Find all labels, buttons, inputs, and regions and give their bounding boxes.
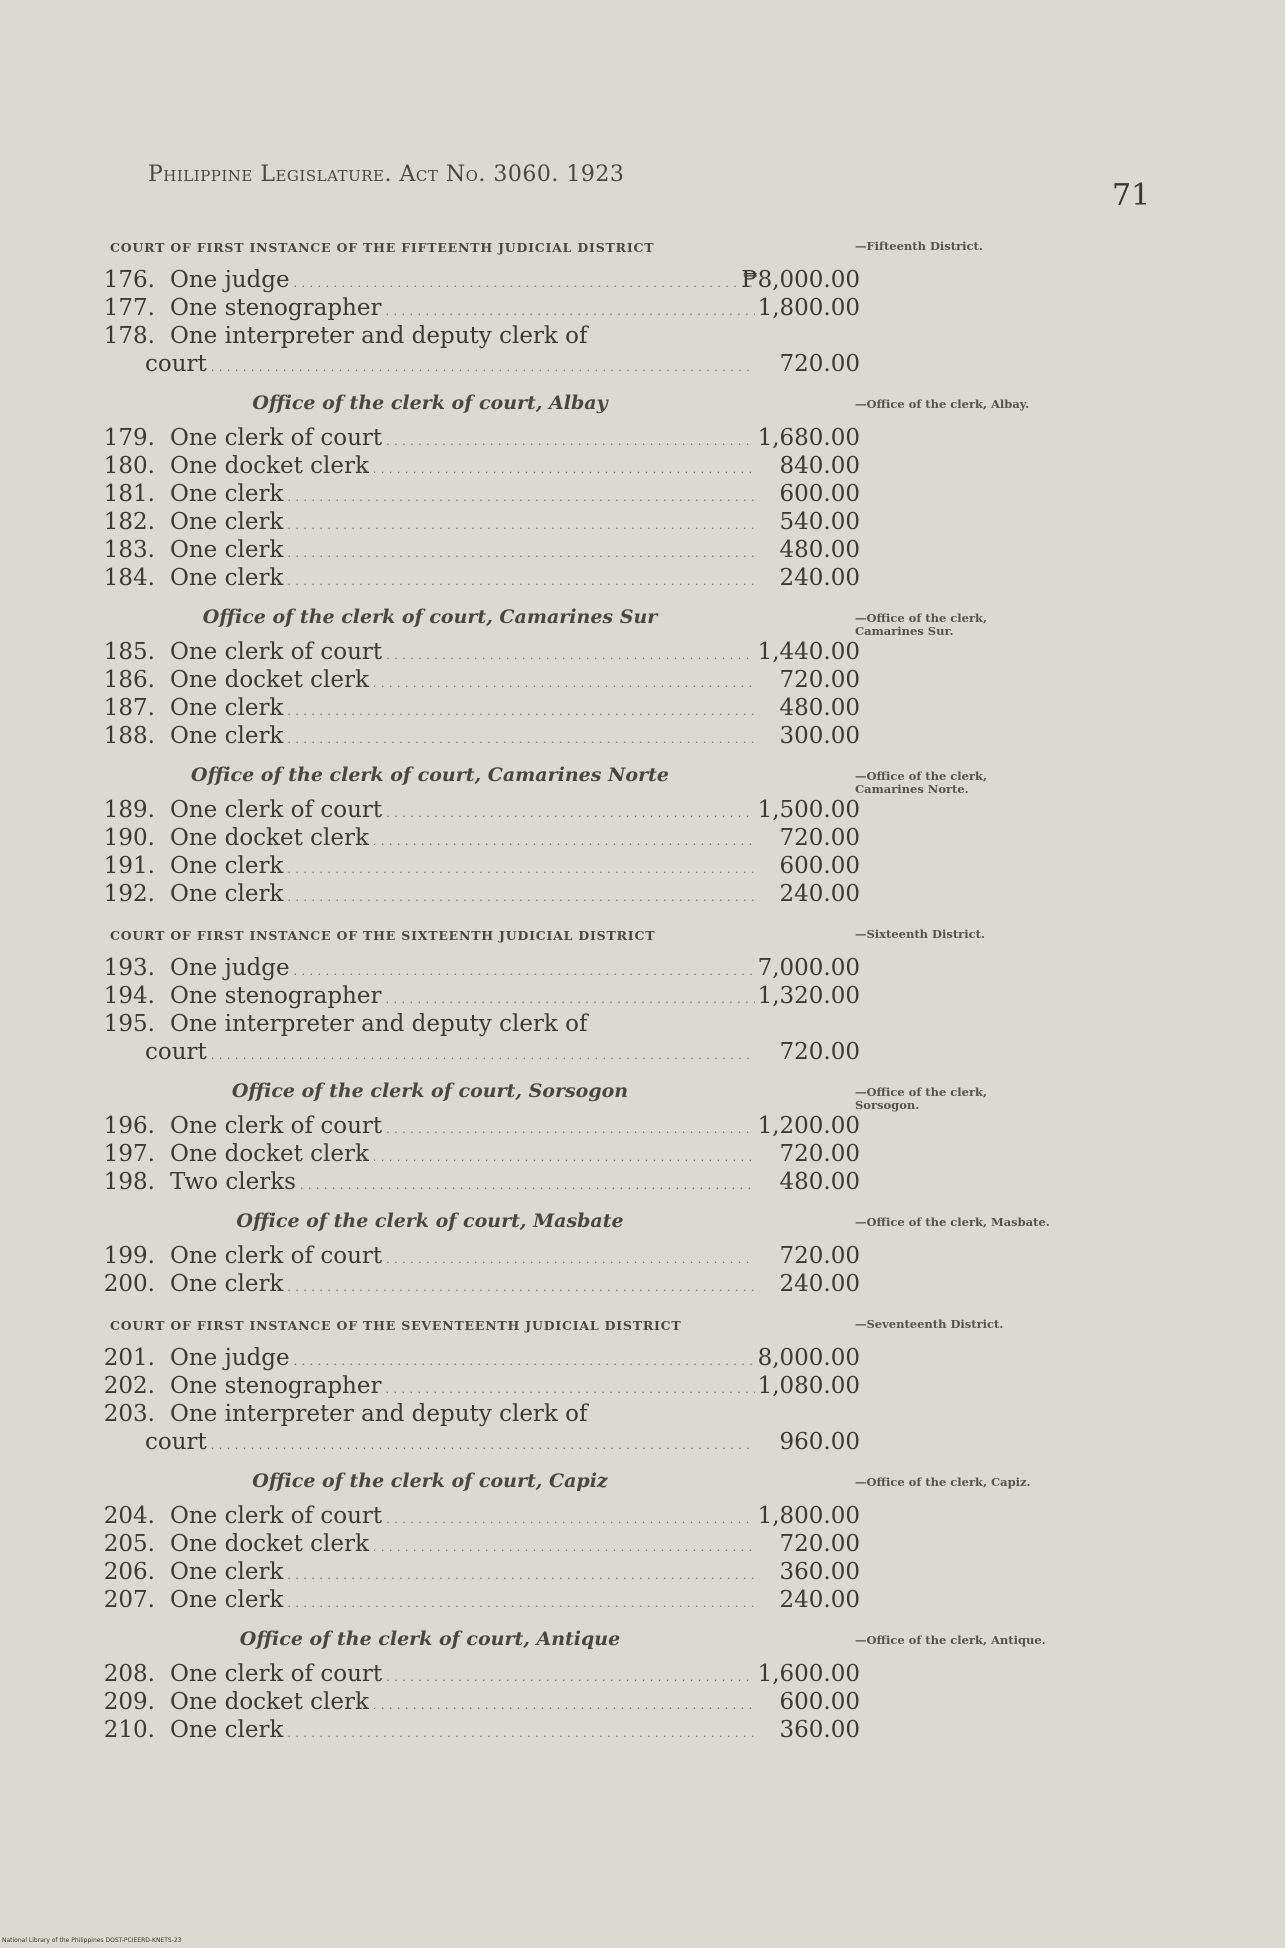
scan-footer: National Library of the Philippines DOST-PCIEERD-KNETS-23 xyxy=(2,1937,182,1944)
line-item xyxy=(100,1530,860,1558)
item-amount: 360.00 xyxy=(779,1559,860,1585)
item-amount: 1,320.00 xyxy=(757,983,860,1009)
line-item xyxy=(100,1716,860,1744)
item-description: One stenographer . . . xyxy=(170,1372,755,1404)
item-description: One stenographer . . . xyxy=(170,294,755,326)
item-amount: 720.00 xyxy=(779,1531,860,1557)
item-number: 197. xyxy=(103,1141,155,1167)
item-description-line1: One interpreter and deputy clerk of xyxy=(170,1401,588,1427)
line-item xyxy=(100,508,860,536)
office-heading: Office of the clerk of court, Sorsogon xyxy=(231,1080,629,1102)
item-number: 199. xyxy=(103,1243,155,1269)
item-description: One clerk . . . xyxy=(170,722,755,754)
item-number: 193. xyxy=(103,955,155,981)
court-heading: COURT OF FIRST INSTANCE OF THE FIFTEENTH JUDICIAL DISTRICT xyxy=(110,240,655,255)
line-item xyxy=(100,852,860,880)
item-description-line1: One interpreter and deputy clerk of xyxy=(170,323,588,349)
item-number: 181. xyxy=(103,481,155,507)
item-amount: 960.00 xyxy=(779,1429,860,1455)
item-description: One clerk of court . . . xyxy=(170,1242,755,1274)
item-number: 203. xyxy=(103,1401,155,1427)
item-number: 178. xyxy=(103,323,155,349)
page-number: 71 xyxy=(1112,178,1151,213)
item-number: 209. xyxy=(103,1689,155,1715)
item-description: One docket clerk . . . xyxy=(170,1140,755,1172)
line-item xyxy=(100,322,860,377)
margin-note: —Office of the clerk, Capiz. xyxy=(855,1475,1031,1489)
item-amount: 7,000.00 xyxy=(757,955,860,981)
item-number: 183. xyxy=(103,537,155,563)
line-item xyxy=(100,564,860,592)
line-item xyxy=(100,880,860,908)
line-item xyxy=(100,666,860,694)
item-description: One clerk . . . xyxy=(170,1558,755,1590)
item-amount: 540.00 xyxy=(779,509,860,535)
item-amount: 600.00 xyxy=(779,481,860,507)
line-item xyxy=(100,266,860,294)
line-item xyxy=(100,824,860,852)
line-item xyxy=(100,1586,860,1614)
line-item xyxy=(100,424,860,452)
item-amount: 240.00 xyxy=(779,565,860,591)
item-description: One judge . . . xyxy=(170,266,755,298)
line-item xyxy=(100,1372,860,1400)
item-number: 201. xyxy=(103,1345,155,1371)
item-amount: 600.00 xyxy=(779,1689,860,1715)
item-amount: 720.00 xyxy=(779,1141,860,1167)
office-heading: Office of the clerk of court, Masbate xyxy=(236,1210,624,1232)
line-item xyxy=(100,1112,860,1140)
item-description-line2: court . . . xyxy=(145,1038,755,1070)
item-description: One stenographer . . . xyxy=(170,982,755,1014)
line-item xyxy=(100,1168,860,1196)
item-description: One judge . . . xyxy=(170,954,755,986)
item-number: 196. xyxy=(103,1113,155,1139)
item-number: 191. xyxy=(103,853,155,879)
item-number: 198. xyxy=(103,1169,155,1195)
line-item xyxy=(100,694,860,722)
item-amount: 300.00 xyxy=(779,723,860,749)
line-item xyxy=(100,452,860,480)
line-item xyxy=(100,1400,860,1455)
item-amount: 480.00 xyxy=(779,695,860,721)
item-description xyxy=(145,1010,755,1065)
item-description: One clerk . . . xyxy=(170,508,755,540)
line-item xyxy=(100,1344,860,1372)
item-description: One clerk . . . xyxy=(170,852,755,884)
item-number: 206. xyxy=(103,1559,155,1585)
item-amount: 720.00 xyxy=(779,1039,860,1065)
item-amount: 720.00 xyxy=(779,667,860,693)
item-amount: ₱8,000.00 xyxy=(741,267,860,293)
office-heading: Office of the clerk of court, Capiz xyxy=(252,1470,608,1492)
item-number: 189. xyxy=(103,797,155,823)
item-description: One judge . . . xyxy=(170,1344,755,1376)
item-description-line1: One interpreter and deputy clerk of xyxy=(170,1011,588,1037)
item-description-line2: court . . . xyxy=(145,1428,755,1460)
line-item xyxy=(100,1688,860,1716)
item-number: 207. xyxy=(103,1587,155,1613)
item-number: 177. xyxy=(103,295,155,321)
office-heading: Office of the clerk of court, Antique xyxy=(239,1628,621,1650)
item-number: 184. xyxy=(103,565,155,591)
court-heading: COURT OF FIRST INSTANCE OF THE SEVENTEENTH JUDICIAL DISTRICT xyxy=(110,1318,682,1333)
item-amount: 720.00 xyxy=(779,1243,860,1269)
item-amount: 1,800.00 xyxy=(757,1503,860,1529)
line-item xyxy=(100,982,860,1010)
item-amount: 480.00 xyxy=(779,1169,860,1195)
office-heading: Office of the clerk of court, Camarines Norte xyxy=(191,764,669,786)
item-description: One docket clerk . . . xyxy=(170,666,755,698)
item-amount: 1,440.00 xyxy=(757,639,860,665)
item-amount: 240.00 xyxy=(779,1271,860,1297)
item-number: 187. xyxy=(103,695,155,721)
office-heading: Office of the clerk of court, Albay xyxy=(252,392,608,414)
margin-note: —Sixteenth District. xyxy=(855,927,985,941)
line-item xyxy=(100,1502,860,1530)
item-amount: 480.00 xyxy=(779,537,860,563)
item-description: One clerk of court . . . xyxy=(170,796,755,828)
item-number: 188. xyxy=(103,723,155,749)
item-number: 179. xyxy=(103,425,155,451)
item-amount: 720.00 xyxy=(779,825,860,851)
item-description: One clerk . . . xyxy=(170,536,755,568)
item-amount: 360.00 xyxy=(779,1717,860,1743)
item-amount: 8,000.00 xyxy=(757,1345,860,1371)
item-amount: 1,680.00 xyxy=(757,425,860,451)
item-description: One clerk of court . . . xyxy=(170,638,755,670)
line-item xyxy=(100,722,860,750)
line-item xyxy=(100,1270,860,1298)
item-amount: 1,080.00 xyxy=(757,1373,860,1399)
item-amount: 1,600.00 xyxy=(757,1661,860,1687)
item-description: One clerk . . . xyxy=(170,880,755,912)
line-item xyxy=(100,1558,860,1586)
margin-note: —Office of the clerk, Camarines Sur. xyxy=(855,611,987,638)
item-amount: 720.00 xyxy=(779,351,860,377)
item-description: One docket clerk . . . xyxy=(170,824,755,856)
item-amount: 1,800.00 xyxy=(757,295,860,321)
line-item xyxy=(100,1660,860,1688)
margin-note: —Office of the clerk, Antique. xyxy=(855,1633,1046,1647)
margin-note: —Office of the clerk, Albay. xyxy=(855,397,1030,411)
line-item xyxy=(100,294,860,322)
item-number: 200. xyxy=(103,1271,155,1297)
item-number: 176. xyxy=(103,267,155,293)
item-description: Two clerks . . . xyxy=(170,1168,755,1200)
line-item xyxy=(100,796,860,824)
item-description: One clerk . . . xyxy=(170,1586,755,1618)
line-item xyxy=(100,1140,860,1168)
item-number: 194. xyxy=(103,983,155,1009)
item-description: One clerk . . . xyxy=(170,1716,755,1748)
item-number: 180. xyxy=(103,453,155,479)
item-description xyxy=(145,322,755,377)
item-description: One clerk of court . . . xyxy=(170,1502,755,1534)
item-description: One clerk . . . xyxy=(170,1270,755,1302)
item-number: 205. xyxy=(103,1531,155,1557)
item-amount: 840.00 xyxy=(779,453,860,479)
margin-note: —Office of the clerk, Camarines Norte. xyxy=(855,769,987,796)
item-amount: 1,200.00 xyxy=(757,1113,860,1139)
margin-note: —Office of the clerk, Masbate. xyxy=(855,1215,1050,1229)
item-amount: 1,500.00 xyxy=(757,797,860,823)
item-number: 210. xyxy=(103,1717,155,1743)
item-number: 190. xyxy=(103,825,155,851)
margin-note: —Office of the clerk, Sorsogon. xyxy=(855,1085,987,1112)
line-item xyxy=(100,480,860,508)
item-number: 208. xyxy=(103,1661,155,1687)
item-amount: 600.00 xyxy=(779,853,860,879)
item-amount: 240.00 xyxy=(779,881,860,907)
item-number: 195. xyxy=(103,1011,155,1037)
item-description: One clerk . . . xyxy=(170,480,755,512)
line-item xyxy=(100,536,860,564)
line-item xyxy=(100,1242,860,1270)
item-description: One clerk . . . xyxy=(170,564,755,596)
office-heading: Office of the clerk of court, Camarines Sur xyxy=(202,606,658,628)
running-head: Philippine Legislature. Act No. 3060. 1923 xyxy=(148,162,625,187)
item-number: 186. xyxy=(103,667,155,693)
item-number: 204. xyxy=(103,1503,155,1529)
item-description: One docket clerk . . . xyxy=(170,1530,755,1562)
margin-note: —Seventeenth District. xyxy=(855,1317,1004,1331)
item-number: 192. xyxy=(103,881,155,907)
item-description xyxy=(145,1400,755,1455)
item-description: One clerk of court . . . xyxy=(170,1112,755,1144)
line-item xyxy=(100,1010,860,1065)
item-amount: 240.00 xyxy=(779,1587,860,1613)
line-item xyxy=(100,638,860,666)
item-description: One docket clerk . . . xyxy=(170,452,755,484)
item-description: One clerk of court . . . xyxy=(170,1660,755,1692)
item-description: One clerk . . . xyxy=(170,694,755,726)
margin-note: —Fifteenth District. xyxy=(855,239,983,253)
item-description-line2: court . . . xyxy=(145,350,755,382)
court-heading: COURT OF FIRST INSTANCE OF THE SIXTEENTH JUDICIAL DISTRICT xyxy=(110,928,656,943)
item-description: One docket clerk . . . xyxy=(170,1688,755,1720)
item-number: 182. xyxy=(103,509,155,535)
item-number: 185. xyxy=(103,639,155,665)
line-item xyxy=(100,954,860,982)
item-description: One clerk of court . . . xyxy=(170,424,755,456)
item-number: 202. xyxy=(103,1373,155,1399)
